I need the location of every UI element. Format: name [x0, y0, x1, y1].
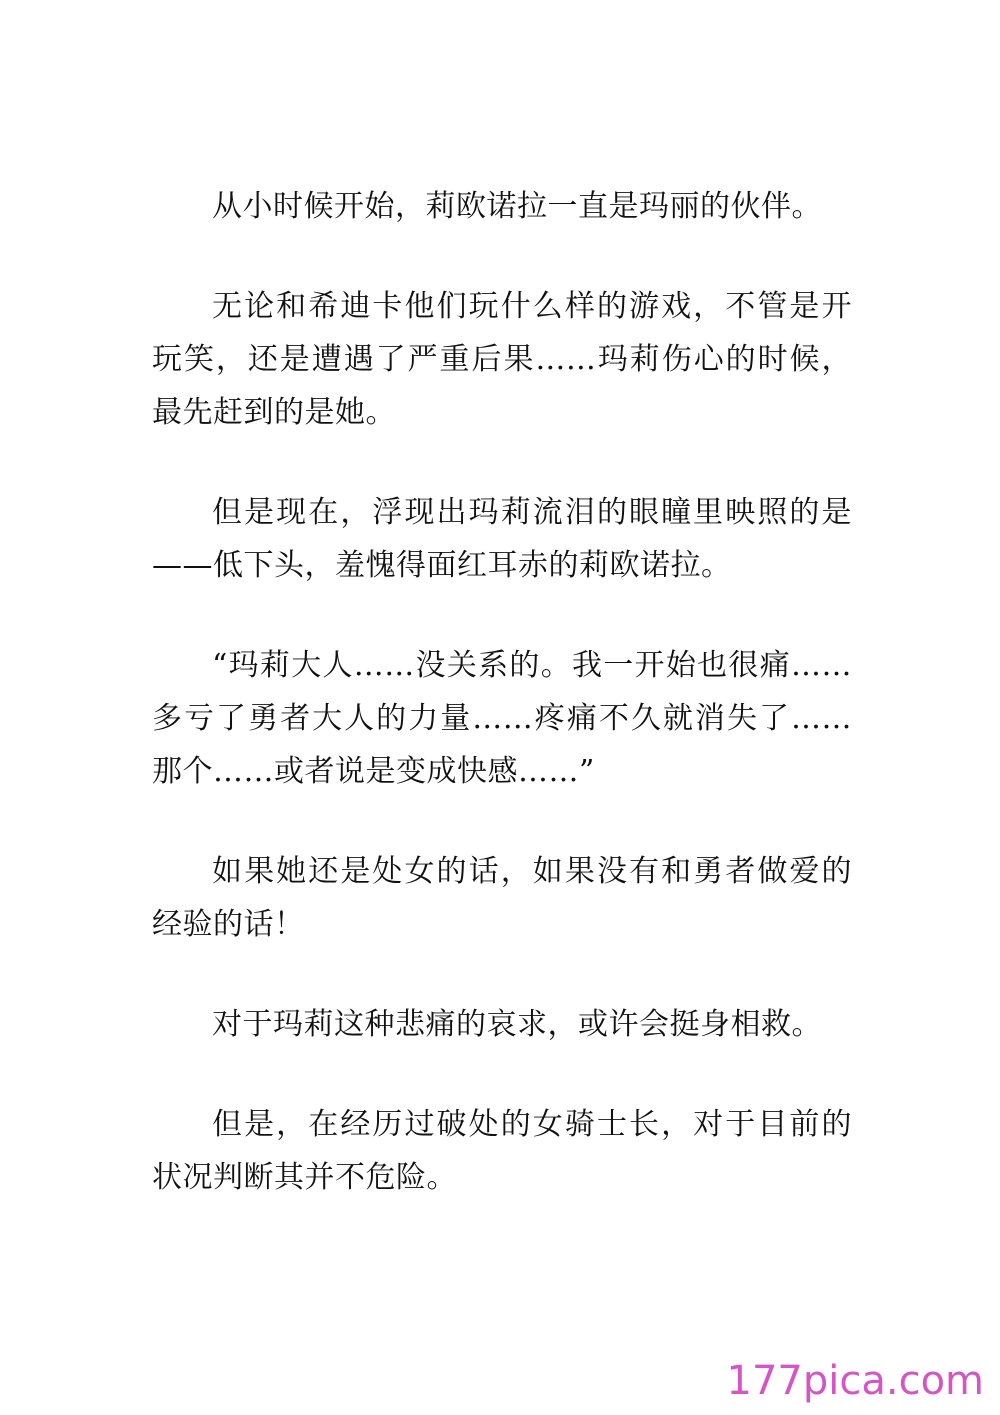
watermark-text: 177pica.com — [726, 1358, 984, 1404]
body-text — [152, 180, 852, 1204]
paragraph-5: 如果她还是处女的话，如果没有和勇者做爱的经验的话！ — [152, 854, 852, 942]
paragraph-6: 对于玛莉这种悲痛的哀求，或许会挺身相救。 — [212, 1007, 822, 1042]
paragraph-3: 但是现在，浮现出玛莉流泪的眼瞳里映照的是——低下头，羞愧得面红耳赤的莉欧诺拉。 — [152, 495, 852, 583]
paragraph-4: “玛莉大人……没关系的。我一开始也很痛……多亏了勇者大人的力量……疼痛不久就消失了……那个……或者说是变成快感……” — [152, 648, 852, 789]
paragraph-2: 无论和希迪卡他们玩什么样的游戏，不管是开玩笑，还是遭遇了严重后果……玛莉伤心的时候，最先赶到的是她。 — [152, 289, 852, 430]
paragraph-1: 从小时候开始，莉欧诺拉一直是玛丽的伙伴。 — [212, 189, 822, 224]
paragraph-7: 但是，在经历过破处的女骑士长，对于目前的状况判断其并不危险。 — [152, 1107, 852, 1195]
